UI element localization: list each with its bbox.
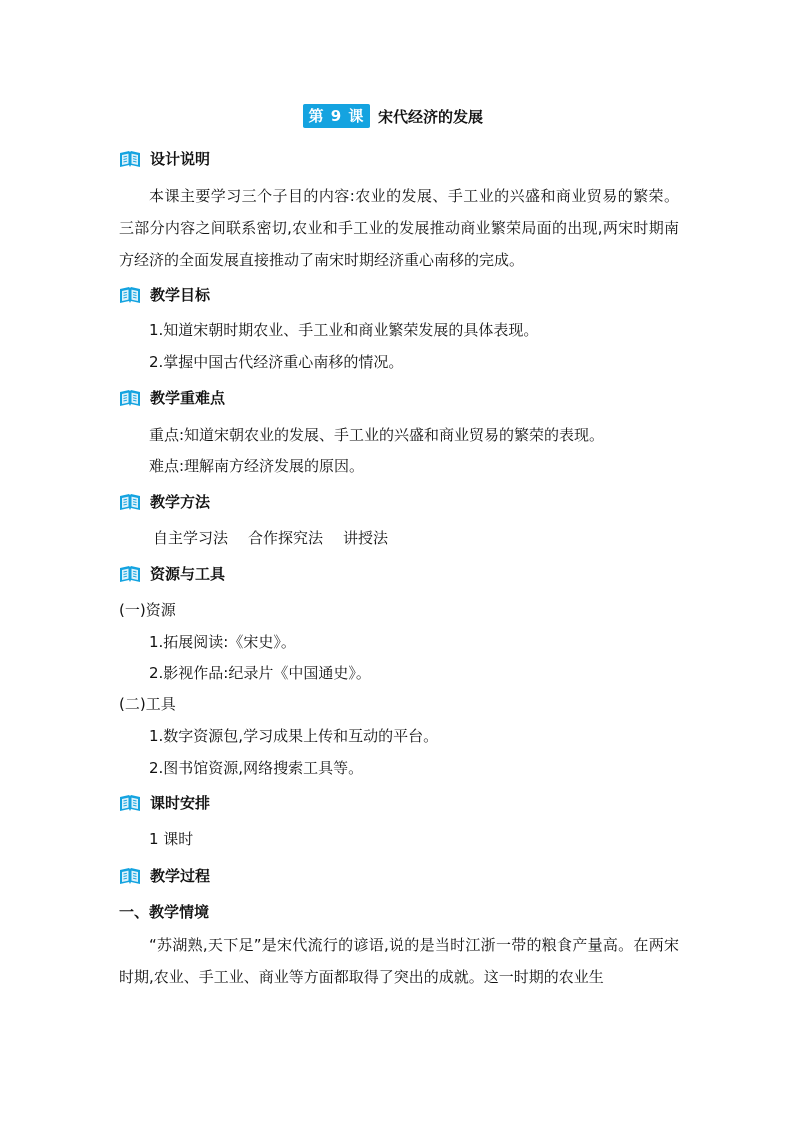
section-heading-text: 教学方法 xyxy=(150,493,211,511)
book-icon xyxy=(119,564,141,584)
section-heading-text: 设计说明 xyxy=(150,150,211,168)
section-heading-text: 教学过程 xyxy=(150,867,211,885)
methods-list xyxy=(153,527,408,549)
book-icon xyxy=(119,492,141,512)
difficulty-text: 难点:理解南方经济发展的原因。 xyxy=(149,457,365,475)
section-heading-text: 资源与工具 xyxy=(150,565,226,583)
book-icon xyxy=(119,866,141,886)
book-icon xyxy=(119,285,141,305)
tool-item: 2.图书馆资源,网络搜索工具等。 xyxy=(149,759,364,777)
lesson-number-badge: 第 9 课 xyxy=(303,104,370,128)
key-point-text: 重点:知道宋朝农业的发展、手工业的兴盛和商业贸易的繁荣的表现。 xyxy=(149,426,605,444)
resource-item: 1.拓展阅读:《宋史》。 xyxy=(149,633,296,651)
book-icon xyxy=(119,793,141,813)
method-item: 合作探究法 xyxy=(248,529,324,547)
goal-item: 2.掌握中国古代经济重心南移的情况。 xyxy=(149,353,404,371)
process-subheading: 一、教学情境 xyxy=(119,903,210,921)
section-heading-text: 教学目标 xyxy=(150,286,211,304)
book-icon xyxy=(119,388,141,408)
lesson-title-row xyxy=(0,104,794,128)
resources-subheading: (一)资源 xyxy=(119,601,176,619)
lesson-title: 宋代经济的发展 xyxy=(378,108,484,126)
method-item: 自主学习法 xyxy=(153,529,229,547)
tool-item: 1.数字资源包,学习成果上传和互动的平台。 xyxy=(149,727,439,745)
goal-item: 1.知道宋朝时期农业、手工业和商业繁荣发展的具体表现。 xyxy=(149,321,539,339)
section-heading-text: 课时安排 xyxy=(150,794,211,812)
section-heading-text: 教学重难点 xyxy=(150,389,226,407)
method-item: 讲授法 xyxy=(343,529,389,547)
schedule-value: 1 课时 xyxy=(149,830,194,848)
design-paragraph: 本课主要学习三个子目的内容:农业的发展、手工业的兴盛和商业贸易的繁荣。三部分内容之间联系密切,农业和手工业的发展推动商业繁荣局面的出现,两宋时期南方经济的全面发展直接推动了南宋时期经济重心南移的完成。 xyxy=(119,187,679,269)
resource-item: 2.影视作品:纪录片《中国通史》。 xyxy=(149,664,371,682)
tools-subheading: (二)工具 xyxy=(119,695,176,713)
book-icon xyxy=(119,149,141,169)
process-paragraph: “苏湖熟,天下足”是宋代流行的谚语,说的是当时江浙一带的粮食产量高。在两宋时期,农业、手工业、商业等方面都取得了突出的成就。这一时期的农业生 xyxy=(119,936,679,986)
